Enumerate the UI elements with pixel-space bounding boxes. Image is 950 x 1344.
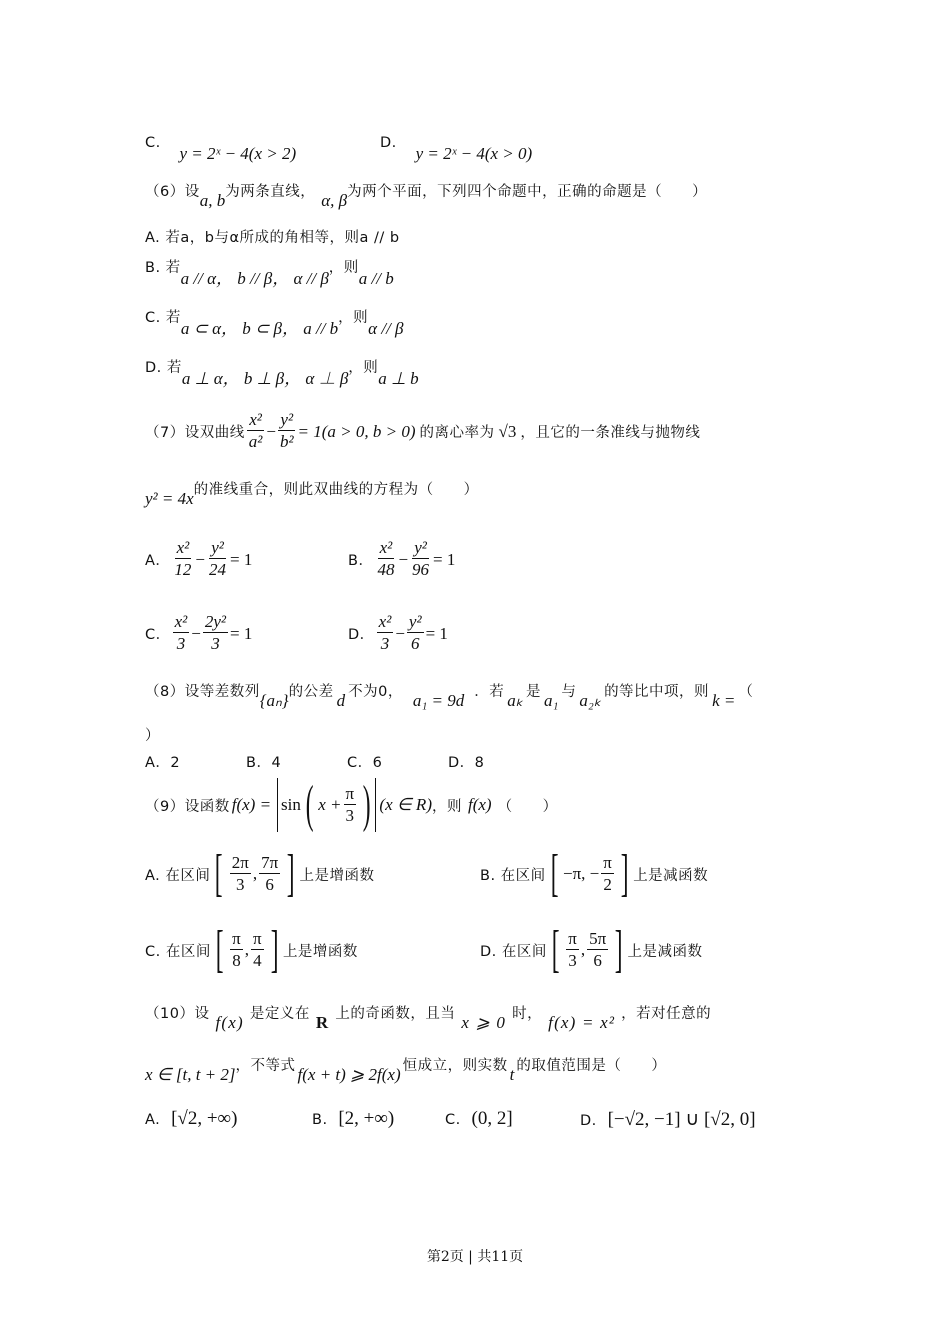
question-text: 的离心率为 (419, 425, 495, 441)
question-text: 的准线重合，则此双曲线的方程为（ ） (193, 482, 479, 498)
question-text: 上的奇函数，且当 (335, 1006, 456, 1022)
fraction-y2-b2: $\frac{\text{y²}}{\text{b²}}$ (279, 410, 294, 451)
math-expression: t (509, 1065, 515, 1084)
math-vars: α, β (321, 191, 348, 210)
question-text: 是 (525, 684, 541, 700)
option-label: B. (312, 1112, 328, 1128)
math-vars: a, b (199, 191, 226, 210)
option-label: D. 在区间 (480, 943, 547, 960)
question-text: （10）设 (145, 1006, 210, 1022)
q8-option-b: B．4 (246, 755, 282, 771)
question-text: （7）设双曲线 (145, 425, 245, 441)
q5-option-d (380, 132, 533, 163)
q9-option-d: D. 在区间 [ $\frac{\pi}{3}$ , $\frac{5\pi}{6}$ ] 上是减函数 (480, 921, 703, 978)
denominator: 3 (236, 874, 245, 894)
q7-option-b: B． $\frac{\text{x²}}{48}$ − $\frac{\text{y²}}{96}$ = 1 (348, 538, 456, 579)
numerator: x² (379, 538, 393, 557)
math-expression: a // b (358, 269, 394, 288)
question-text: 的等比中项，则 (604, 684, 710, 700)
question-text: （9）设函数 (145, 798, 230, 815)
math-expression: [2, +∞) (338, 1108, 395, 1129)
numerator: π (568, 928, 577, 948)
page-footer: 第2页 | 共11页 (426, 1249, 524, 1265)
math-expression: f(x) = x² (548, 1013, 616, 1032)
numerator: y² (408, 612, 422, 631)
denominator: 6 (265, 874, 274, 894)
question-text: 为两条直线， (225, 184, 316, 200)
math-expression: {aₙ} (259, 691, 289, 710)
numerator: y² (211, 538, 224, 557)
denominator: 24 (209, 560, 227, 579)
numerator: 2y² (204, 612, 227, 631)
math-expression: = 1 (230, 549, 253, 569)
q10-stem (145, 1002, 712, 1032)
denominator: 6 (593, 950, 602, 970)
question-text: 不为0， (348, 684, 403, 700)
math-expression: = 1(a > 0, b > 0) (297, 421, 416, 441)
question-text: ，则 (431, 798, 462, 815)
q6-option-a: A. 若a，b与α所成的角相等，则a // b (145, 230, 400, 246)
option-label: A. (145, 1112, 161, 1128)
math-expression: f(x) = (231, 795, 272, 814)
q9-option-a: A. 在区间 [ $\frac{2\pi}{3}$ , $\frac{7\pi}{6}$ ] 上是增函数 (145, 845, 375, 902)
math-expression: f(x) (215, 1013, 244, 1032)
option-label: B． (348, 553, 374, 569)
denominator: 3 (211, 634, 220, 653)
numerator: π (603, 852, 612, 872)
denominator: 3 (176, 634, 186, 653)
denominator: 12 (174, 560, 192, 579)
q10-option-d (580, 1108, 756, 1131)
fraction-x2-a2: $\frac{\text{x²}}{\text{a²}}$ (248, 410, 263, 451)
question-text: 是定义在 (249, 1006, 310, 1022)
math-expression: (x ∈ R) (379, 795, 432, 814)
question-text: 恒成立，则实数 (402, 1058, 508, 1074)
option-label: B. 在区间 (480, 867, 546, 884)
math-expression: x + (318, 795, 342, 814)
q8-stem (145, 680, 754, 710)
denominator: 6 (411, 634, 420, 653)
option-label: C. 若 (145, 310, 181, 326)
math-expression: d (336, 691, 346, 710)
math-expression: x ⩾ 0 (461, 1013, 507, 1032)
q10-option-b (312, 1108, 394, 1130)
math-expression: y = 2ˣ − 4(x > 2) (179, 144, 297, 163)
numerator: 7π (261, 852, 279, 872)
math-expression: a ⊥ α， b ⊥ β， α ⊥ β (181, 369, 349, 388)
numerator: π (345, 783, 355, 803)
option-text: 上是减函数 (633, 867, 709, 884)
q5-option-c (145, 132, 297, 163)
option-label: A． (145, 553, 171, 569)
q10-stem-cont (145, 1054, 667, 1084)
option-label: C． (145, 627, 171, 643)
q10-option-c (445, 1108, 513, 1130)
math-expression: √3 (498, 421, 517, 441)
option-text: ，则 (348, 360, 379, 376)
math-expression: −π, − (563, 864, 600, 883)
q8-stem-close: ） (145, 728, 160, 744)
question-text: 时， (512, 1006, 543, 1022)
denominator: 48 (377, 560, 395, 579)
question-text: ．若 (474, 684, 505, 700)
question-text: （6）设 (145, 184, 200, 200)
question-text: 的取值范围是（ ） (516, 1058, 667, 1074)
option-label: D. (380, 135, 397, 151)
question-text: ，若对任意的 (621, 1006, 712, 1022)
denominator: 3 (568, 950, 577, 970)
option-label: C. 在区间 (145, 943, 211, 960)
q8-option-d: D．8 (448, 755, 485, 771)
option-text: 上是减函数 (627, 943, 703, 960)
math-expression: sin (281, 795, 301, 814)
option-label: D. 若 (145, 360, 182, 376)
q9-stem: （9）设函数 f(x) = sin ( x + $\frac{\pi}{3}$ ) (x ∈ R) ，则 f(x) （ ） (145, 776, 558, 833)
math-expression: f(x) (467, 795, 492, 814)
numerator: x² (176, 538, 190, 557)
q6-stem (145, 180, 708, 210)
option-text: ，则 (338, 310, 369, 326)
q7-stem: （7）设双曲线 $\frac{\text{x²}}{\text{a²}}$ − $\frac{\text{y²}}{\text{b²}}$ = 1(a > 0, b > 0) 的离心率为 √3 ，且它的一条准线与抛物线 (145, 410, 701, 451)
numerator: x² (174, 612, 188, 631)
math-expression: f(x + t) ⩾ 2f(x) (297, 1065, 401, 1084)
math-expression: a // α， b // β， α // β (180, 269, 329, 288)
question-text: ，且它的一条准线与抛物线 (520, 425, 701, 441)
math-expression: x ∈ [t, t + 2] (145, 1065, 236, 1084)
math-expression: a₂ₖ (579, 691, 602, 710)
option-label: D． (348, 627, 375, 643)
math-expression: a₁ = 9d (412, 691, 465, 710)
math-expression: [−√2, −1] ∪ [√2, 0] (607, 1109, 756, 1130)
math-expression: a ⊂ α， b ⊂ β， a // b (180, 319, 339, 338)
question-text: 为两个平面，下列四个命题中，正确的命题是（ ） (347, 184, 708, 200)
option-text: 上是增函数 (299, 867, 375, 884)
math-expression: [√2, +∞) (171, 1108, 238, 1129)
q6-option-c (145, 302, 404, 338)
math-expression: aₖ (507, 691, 523, 710)
math-expression: y = 2ˣ − 4(x > 0) (415, 144, 533, 163)
math-expression: a₁ (543, 691, 559, 710)
numerator: 5π (589, 928, 607, 948)
option-label: C. (145, 135, 161, 151)
option-label: D. (580, 1113, 597, 1129)
question-text: 的公差 (288, 684, 334, 700)
numerator: 2π (231, 852, 249, 872)
denominator: 3 (345, 805, 355, 825)
math-expression: α // β (368, 319, 404, 338)
denominator: 3 (380, 634, 390, 653)
numerator: π (253, 928, 262, 948)
numerator: π (232, 928, 241, 948)
denominator: 4 (253, 950, 262, 970)
math-expression: a ⊥ b (378, 369, 419, 388)
q8-option-c: C．6 (347, 755, 383, 771)
math-expression: = 1 (425, 623, 448, 643)
q7-option-a: A． $\frac{\text{x²}}{12}$ − $\frac{\text{y²}}{24}$ = 1 (145, 538, 253, 579)
q6-option-b (145, 252, 394, 288)
option-text: 上是增函数 (282, 943, 358, 960)
denominator: 8 (232, 950, 241, 970)
math-expression: R (315, 1013, 330, 1032)
math-expression: = 1 (433, 549, 456, 569)
math-expression: (0, 2] (471, 1108, 513, 1129)
q7-option-d: D． $\frac{\text{x²}}{3}$ − $\frac{\text{y²}}{6}$ = 1 (348, 612, 448, 653)
option-label: C. (445, 1112, 461, 1128)
question-text: 与 (561, 684, 577, 700)
option-label: A. 在区间 (145, 867, 211, 884)
question-text: （8）设等差数列 (145, 684, 260, 700)
numerator: x² (378, 612, 392, 631)
math-expression: y² = 4x (145, 489, 194, 508)
q7-stem-cont (145, 478, 479, 508)
denominator: 96 (412, 560, 430, 579)
denominator: 2 (603, 874, 612, 894)
option-text: ，则 (328, 260, 359, 276)
math-expression: k = (712, 691, 736, 710)
q9-option-c: C. 在区间 [ $\frac{\pi}{8}$ , $\frac{\pi}{4}$ ] 上是增函数 (145, 921, 358, 978)
option-label: B. 若 (145, 260, 181, 276)
question-text: （ (738, 684, 754, 700)
question-text: ，不等式 (235, 1058, 296, 1074)
q7-option-c: C． $\frac{\text{x²}}{3}$ − $\frac{\text{2y²}}{3}$ = 1 (145, 612, 253, 653)
q8-option-a: A．2 (145, 755, 181, 771)
question-text: （ ） (497, 798, 558, 815)
numerator: y² (414, 538, 427, 557)
q10-option-a (145, 1108, 237, 1130)
math-expression: = 1 (230, 623, 253, 643)
q6-option-d (145, 352, 419, 388)
q9-option-b: B. 在区间 [ −π, − $\frac{\pi}{2}$ ] 上是减函数 (480, 845, 709, 902)
